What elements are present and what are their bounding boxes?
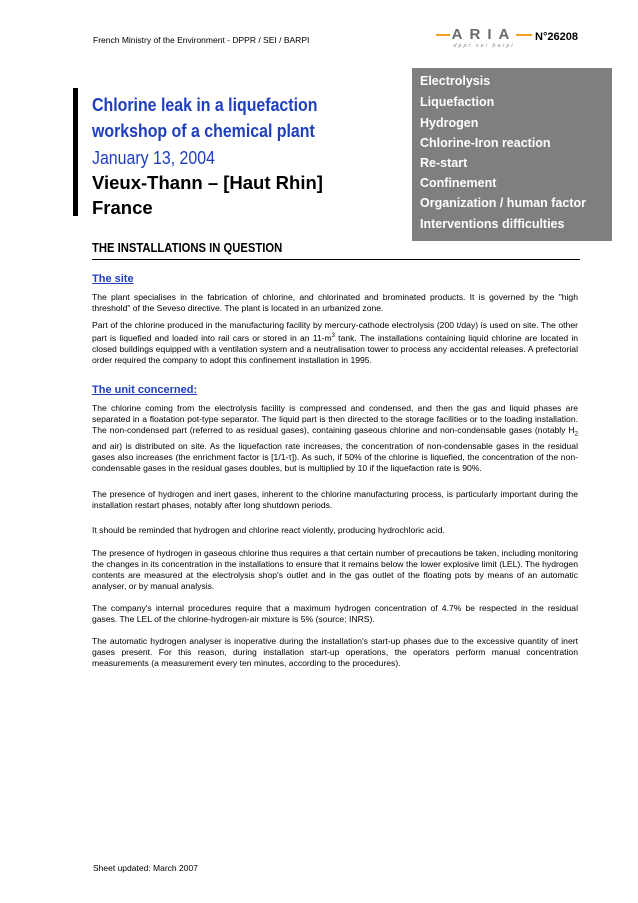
keyword-item: Chlorine-Iron reaction — [420, 136, 551, 150]
keywords-box — [412, 68, 612, 241]
section-title: THE INSTALLATIONS IN QUESTION — [92, 241, 283, 255]
title-location: Vieux-Thann – [Haut Rhin] — [92, 172, 323, 193]
unit-paragraph-6: The automatic hydrogen analyser is inoperative during the installation's start-up phases due to the excessive quantity of inert gases present. For this reason, during installation start-up operations, the operators perform manual concentration measurements (a measurement every ten minutes, according to the procedures). — [92, 636, 578, 668]
logo-word: ARIA — [451, 26, 517, 43]
title-line-1: Chlorine leak in a liquefaction — [92, 94, 318, 115]
logo-tagline: dppr sei barpi — [453, 43, 515, 49]
keyword-item: Re-start — [420, 156, 468, 170]
title-line-2: workshop of a chemical plant — [92, 120, 315, 141]
keyword-item: Organization / human factor — [420, 196, 586, 210]
keyword-item: Liquefaction — [420, 95, 495, 109]
sheet-number: N°26208 — [535, 31, 578, 43]
keyword-item: Electrolysis — [420, 74, 491, 88]
site-heading: The site — [92, 273, 134, 285]
ministry-header: French Ministry of the Environment - DPPR / SEI / BARPI — [93, 35, 310, 45]
site-paragraph-2: Part of the chlorine produced in the manufacturing facility by mercury-cathode electrolysis (200 t/day) is used on site. The other part is liquefied and loaded into rail cars or stored in an $11-m^3$ tank. The installations containing liquid chlorine are located in closed buildings equipped with a ventilation system and a neutralisation tower to process any accidental releases. A prefectorial order required the company to adopt this confinement installation in 1995. — [92, 320, 579, 365]
keyword-item: Confinement — [420, 176, 497, 190]
unit-paragraph-1: The chlorine coming from the electrolysis facility is compressed and condensed, and then the gas and liquid phases are separated in a floatation pot-type separator. The liquid part is then directed to the storage facilities or to the loading installation. The non-condensed part (referred to as residual gases), containing gaseous chlorine and non-condensable gases (notably $H_2$ and air) is distributed on site. As the liquefaction rate increases, the concentration of non-condensable gases in the residual gases also increases (the enrichment factor is [1/1-τ]). As such, if 50% of the chlorine is liquefied, the concentration of the non-condensable gases in the residual gases doubles, but is multiplied by 10 if the liquefaction rate is 90%. — [92, 403, 578, 473]
unit-paragraph-5: The company's internal procedures require that a maximum hydrogen concentration of 4.7% be respected in the residual gases. The LEL of the chlorine-hydrogen-air mixture is 5% (source: INRS). — [92, 603, 578, 624]
unit-heading: The unit concerned: — [92, 384, 198, 396]
unit-paragraph-3: It should be reminded that hydrogen and chlorine react violently, producing hydrochloric acid. — [92, 525, 445, 535]
title-accent-bar — [73, 88, 78, 216]
keyword-item: Hydrogen — [420, 116, 479, 130]
title-country: France — [92, 197, 153, 218]
title-date: January 13, 2004 — [92, 147, 215, 168]
keyword-item: Interventions difficulties — [420, 217, 565, 231]
sheet-updated: Sheet updated: March 2007 — [93, 863, 198, 873]
unit-paragraph-4: The presence of hydrogen in gaseous chlorine thus requires a that certain number of precautions be taken, including monitoring the changes in its concentration in the installations to ensure that it remains below the lower explosive limit (LEL). The hydrogen contents are measured at the electrolysis shop's outlet and in the gas outlet of the floating pots by means of an automatic analyser, or by manual analysis. — [92, 548, 578, 591]
section-divider — [92, 259, 580, 260]
site-paragraph-1: The plant specialises in the fabrication of chlorine, and chlorinated and brominated products. It is governed by the "high threshold" of the Seveso directive. The plant is located in an urbanized zone. — [92, 292, 578, 313]
aria-logo — [436, 24, 532, 52]
unit-paragraph-2: The presence of hydrogen and inert gases, inherent to the chlorine manufacturing process, is particularly important during the installation restart phases, notably after long shutdown periods. — [92, 489, 578, 510]
